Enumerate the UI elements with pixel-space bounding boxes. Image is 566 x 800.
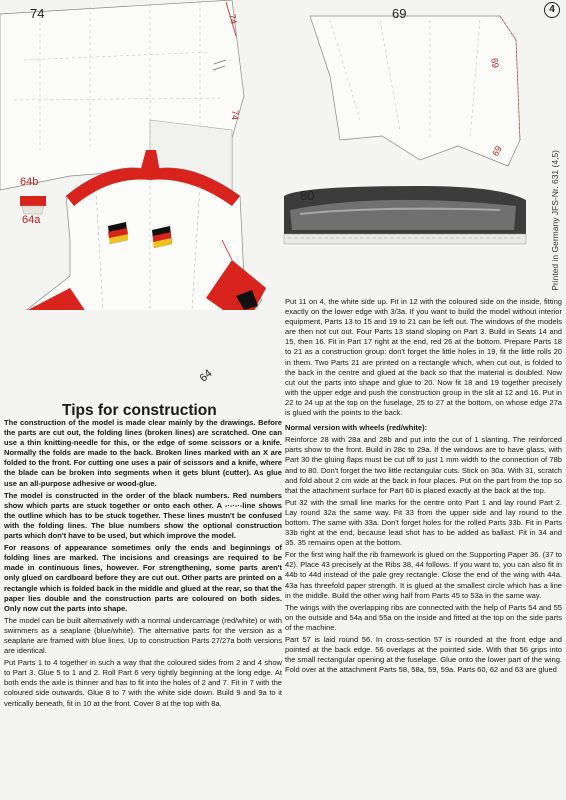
paragraph-build-order: The model is constructed in the order of the black numbers. Red numbers show which parts are stuck together or onto each other. A -·-·-·-line shows the outline which has to be stuck together. These lines mustn't be confused with the folding lines. The blue numbers show the optional construction parts which don't have to be used, but which improve the model. xyxy=(4,490,282,541)
paragraph-wing-framework: For the first wing half the rib framework is glued on the Supporting Paper 36. (37 to 42). Place 43 precisely at the Ribs 38, 44 follows. If you want to, you can also fit in 44b to 44d instead of the pale grey rectangle. Close the end of the wing with 44a. 43a has threefold paper strength. It is glued at the smallest circle which has a line in the middle. Build the other wing half from Parts 45 to 53a in the same way. xyxy=(285,550,562,600)
instructions-left-column xyxy=(4,418,282,711)
paragraph-parts-11-to-27: Put 11 on 4, the white side up. Fit in 12 with the coloured side on the inside, fitting exactly on the lower edge with 3/3a. If you want to build the model without interior equipment, Parts 13 to 15 and 19 to 21 can be left out. The windows of the models are then not cut out. Four Parts 13 stand sloping on Part 3. Build in Seats 14 and 15, then 16. Fit in Part 17 right at the end, red 26 at the bottom. Prepare Parts 18 to 21 as a construction group: don't forget the little holes in 19, fit the little rolls 20 in them. Two Parts 21 are printed on a rectangle which, when cut out, is folded to the back in the centre and glued at the back so that the material is doubled. Now cut out the parts into shape and glue to 20. Now fit 18 and 19 together precisely with the upper edge and push the construction group in the slit at 12 and 16. Put in 22 to 24 up at the top on the fuselage, 25 to 27 at the bottom, on whose edge 27a is glued with the points to the back. xyxy=(285,297,562,418)
subheading-wheel-version: Normal version with wheels (red/white): xyxy=(285,423,428,433)
part-label-69: 69 xyxy=(392,6,407,21)
instructions-right-column xyxy=(285,297,562,677)
part-74-panel xyxy=(0,0,244,190)
part-80-panel xyxy=(284,186,526,244)
part-label-80: 80 xyxy=(300,188,315,203)
part-label-64a: 64a xyxy=(22,214,41,226)
part-label-69-side: 69 xyxy=(489,57,501,69)
model-parts-artwork xyxy=(0,0,566,310)
part-label-64b: 64b xyxy=(20,176,39,188)
part-label-69-side-2: 69 xyxy=(490,144,504,158)
paragraph-parts-56-to-63: Part 57 is laid round 56. In cross-section 57 is rounded at the front edge and pointed at the back edge. 56 overlaps at the pointed side. With that 56 grips into the small rectangular opening at the fuselage. Glue onto the lower part of the wing. Fold over at the attachment Parts 58, 58a, 59, 59a. Parts 60, 62 and 63 are glued xyxy=(285,635,562,675)
page-number-badge: 4 xyxy=(544,2,560,18)
paragraph-general-folding: The construction of the model is made clear mainly by the drawings. Before the parts are cut out, the folding lines (broken lines) are scratched. One can use a thin knitting-needle for this, or the edge of some scissors or a knife. Normally the folds are made to the back. Broken lines marked with an X are folded to the front. For cutting one uses a pair of scissors and a knife, where the blade can be broken into segments when it gets blunt (cutter). As glue use an all-purpose adhesive or wood-glue. xyxy=(4,418,282,488)
paragraph-parts-28-to-31: Reinforce 28 with 28a and 28b and put into the cut of 1 slanting. The reinforced parts show to the front. Build in 28c to 29a. If the windows are to have glass, with Part 30 the gluing flaps must be cut off to just 1 mm width to the connection of 78b and to 80. Don't forget the two little rectangular cuts. Stick on 30a. With 31, scratch and fold about 2 cm wide at the back in four places. Put on the part from the top so that the attachment surface for Part 60 is placed exactly at the back at the top. xyxy=(285,435,562,495)
paragraph-wing-connection: The wings with the overlapping ribs are connected with the help of Parts 54 and 55 on the outside and 54a and 55a on the inside and fitted at the top on the side parts of the machine. xyxy=(285,602,562,632)
part-64b-64a-pieces xyxy=(20,196,46,214)
paragraph-parts-32-to-35: Put 32 with the small line marks for the centre onto Part 1 and lay round Part 2. Lay round 32a the same way. Fit 33 from the upper side and lay round to the bottom. The same with 33a. Don't forget holes for the rolled Parts 33b. Fit in Parts 33b right at the end, because lead shot has to be added as ballast. Fit in 34 and 35. 35 remains open at the bottom. xyxy=(285,497,562,548)
paragraph-versions: The model can be built alternatively with a normal undercarriage (red/white) or with swimmers as a seaplane (blue/white). The alternative parts for the version as a seaplane are framed with blue lines. Up to construction Parts 27/27a both versions are identical. xyxy=(4,615,282,656)
print-imprint: Printed in Germany JFS-Nr. 631 (4,5) xyxy=(550,150,560,291)
part-label-74: 74 xyxy=(30,6,45,21)
paragraph-folding-lines: For reasons of appearance sometimes only the ends and beginnings of folding lines are marked. The incisions and creasings are required to be made in continuous lines, however. For strengthening, some parts aren't only glued on cardboard before they are cut out. Other parts are printed on a rectangle which is folded back in the middle and glued at the rear, so that the paper lies double and the construction parts are coloured on both sides. Only now cut the parts into shape. xyxy=(4,543,282,613)
paragraph-parts-1-to-9: Put Parts 1 to 4 together in such a way that the coloured sides from 2 and 4 show to Part 3. Glue 5 to 1 and 2. Roll Part 6 very tightly beginning at the long edge. At both ends the axle is thinner and has to fit into the holes of 2 and 7. Fit in 7 with the coloured side outwards. Glue 8 to 7 with the white side down. Build 9 and 9a to it vertically beneath, fit in 10 at the front. Cover 8 at the top with 8a. xyxy=(4,658,282,708)
part-69-panel xyxy=(310,16,520,166)
part-label-74-side: 74 xyxy=(227,13,239,25)
section-heading-tips: Tips for construction xyxy=(62,402,217,419)
part-label-64: 64 xyxy=(197,367,215,385)
part-label-74-side-2: 74 xyxy=(230,109,241,121)
